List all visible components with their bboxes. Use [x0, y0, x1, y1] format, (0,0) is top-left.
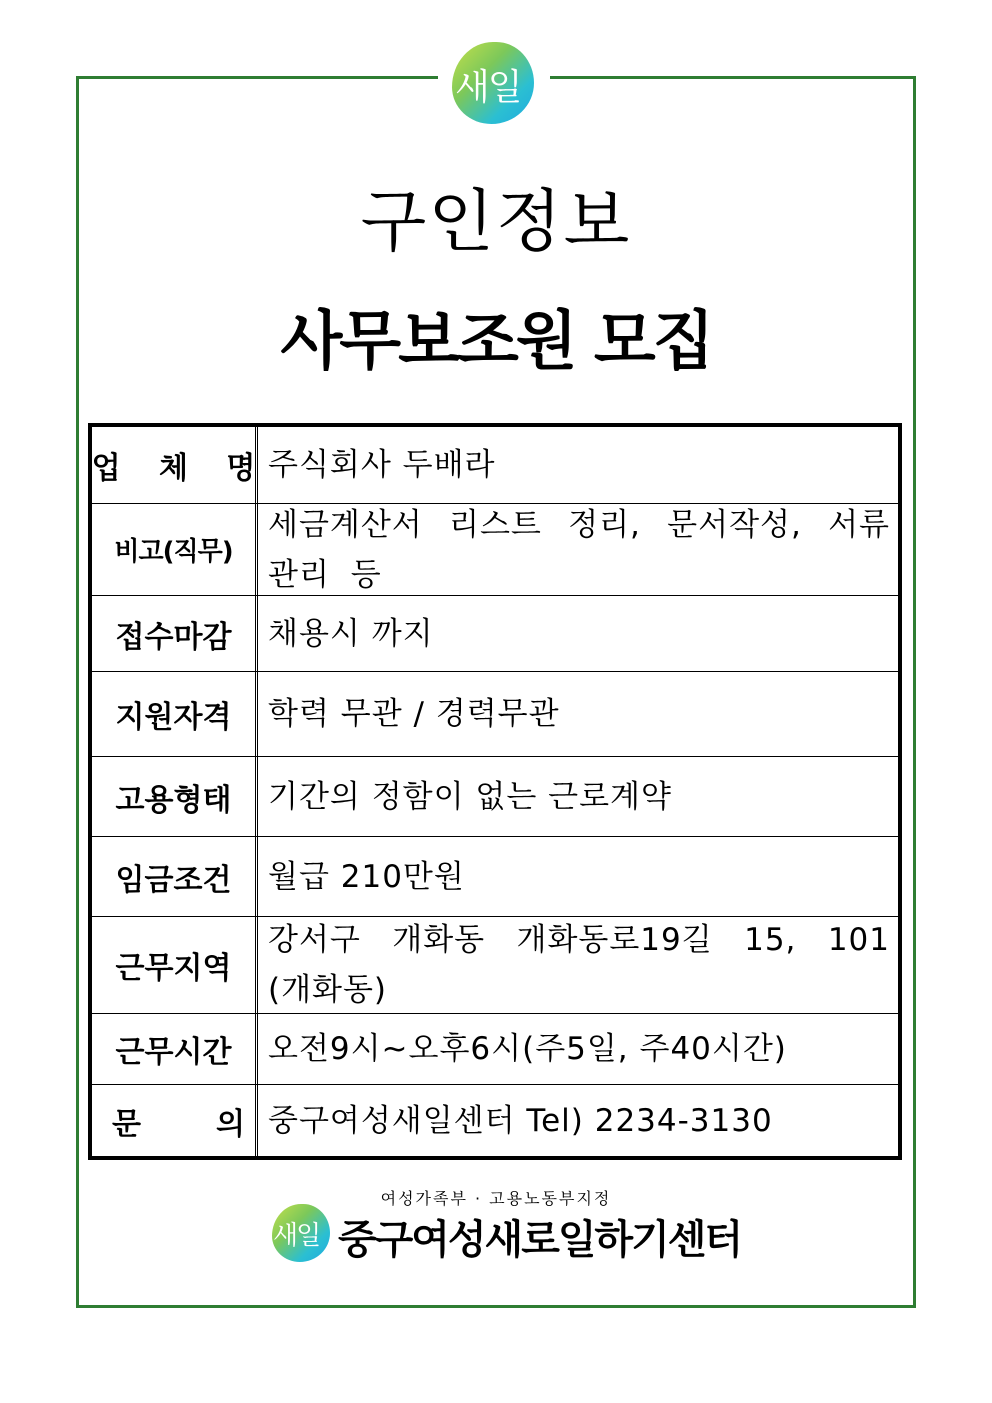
- row-value: 채용시 까지: [268, 615, 434, 652]
- job-headline: 사무보조원 모집: [280, 305, 712, 379]
- logo-text: 새일: [455, 67, 521, 108]
- table-row: [92, 596, 898, 672]
- table-row: [92, 757, 898, 837]
- ministry-designation: 여성가족부 · 고용노동부지정: [380, 1189, 612, 1208]
- row-value: 학력 무관 / 경력무관: [268, 696, 560, 732]
- label-char-2: 의: [216, 1106, 245, 1142]
- saeil-logo-footer: [272, 1204, 336, 1264]
- row-value: 주식회사 두배라: [268, 447, 496, 483]
- job-info-table: [88, 423, 902, 1160]
- row-label: 고용형태: [92, 757, 258, 836]
- row-value: 기간의 정함이 없는 근로계약: [268, 778, 672, 815]
- row-label: 근무지역: [92, 917, 258, 1013]
- row-label: 근무시간: [92, 1014, 258, 1084]
- table-row: [92, 1014, 898, 1085]
- page-title: 구인정보: [360, 183, 632, 262]
- table-row: [92, 427, 898, 504]
- row-value: 강서구 개화동 개화동로19길 15, 101 (개화동): [268, 922, 890, 1008]
- center-name: 중구여성새로일하기센터: [338, 1217, 742, 1263]
- table-row: [92, 1085, 898, 1156]
- table-row: [92, 837, 898, 917]
- row-value: 세금계산서 리스트 정리, 문서작성, 서류관리 등: [268, 506, 890, 593]
- row-label: 접수마감: [92, 596, 258, 671]
- row-value: 월급 210만원: [268, 858, 465, 895]
- row-value: 중구여성새일센터 Tel) 2234-3130: [268, 1102, 773, 1139]
- row-label: 비고(직무): [92, 504, 258, 595]
- row-label: 지원자격: [92, 672, 258, 756]
- row-label: 업 체 명: [92, 427, 258, 503]
- table-row: [92, 917, 898, 1014]
- row-label: 임금조건: [92, 837, 258, 916]
- table-row: [92, 672, 898, 757]
- table-row: [92, 504, 898, 596]
- label-char-1: 문: [112, 1106, 141, 1142]
- logo-blob-icon: [272, 1204, 330, 1262]
- logo-text: 새일: [273, 1221, 320, 1251]
- logo-blob-icon: [452, 42, 534, 124]
- row-value: 오전9시~오후6시(주5일, 주40시간): [268, 1031, 787, 1067]
- saeil-logo-top: [438, 30, 550, 130]
- row-label: [92, 1085, 258, 1156]
